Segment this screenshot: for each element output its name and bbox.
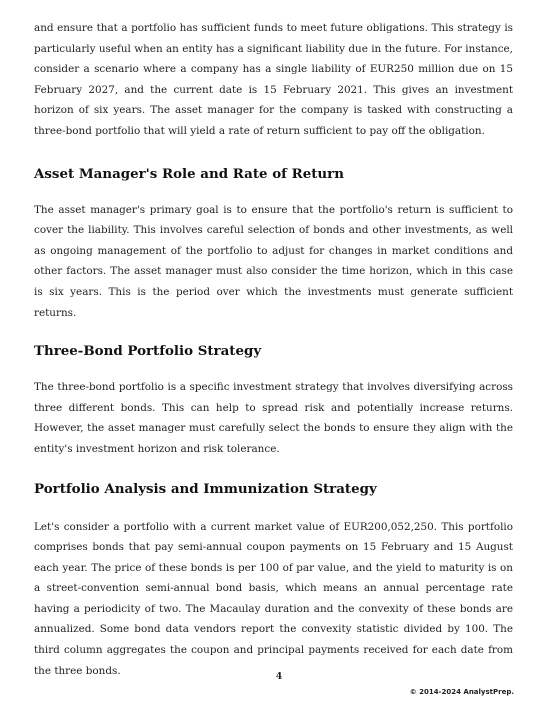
section-heading: Portfolio Analysis and Immunization Strategy — [34, 480, 377, 497]
copyright-notice: © 2014-2024 AnalystPrep. — [409, 688, 514, 696]
body-paragraph: The three-bond portfolio is a specific investment strategy that involves diversifying across three different bonds. This can help to spread risk and potentially increase returns. However, the asset manager must carefully select the bonds to ensure they align with the entity's investment horizon and risk tolerance. — [34, 381, 513, 455]
body-paragraph: The asset manager's primary goal is to ensure that the portfolio's return is sufficient to cover the liability. This involves careful selection of bonds and other investments, as well as ongoing management of the portfolio to adjust for changes in market conditions and other factors. The asset manager must also consider the time horizon, which in this case is six years. This is the period over which the investments must generate sufficient returns. — [34, 203, 513, 319]
body-paragraph: and ensure that a portfolio has sufficient funds to meet future obligations. This strategy is particularly useful when an entity has a significant liability due in the future. For instance, consider a scenario where a company has a single liability of EUR250 million due on 15 February 2027, and the current date is 15 February 2021. This gives an investment horizon of six years. The asset manager for the company is tasked with constructing a three-bond portfolio that will yield a rate of return sufficient to pay off the obligation. — [34, 22, 513, 137]
body-paragraph: Let's consider a portfolio with a current market value of EUR200,052,250. This portfolio comprises bonds that pay semi-annual coupon payments on 15 February and 15 August each year. The price of these bonds is per 100 of par value, and the yield to maturity is on a street-convention semi-annual bond basis, which means an annual percentage rate having a periodicity of two. The Macaulay duration and the convexity of these bonds are annualized. Some bond data vendors report the convexity statistic divided by 100. The third column aggregates the coupon and principal payments received for each date from the three bonds. — [34, 520, 513, 677]
section-heading: Three-Bond Portfolio Strategy — [34, 343, 262, 360]
section-heading: Asset Manager's Role and Rate of Return — [34, 165, 344, 182]
page-number: 4 — [275, 672, 283, 682]
page-body — [34, 18, 513, 681]
